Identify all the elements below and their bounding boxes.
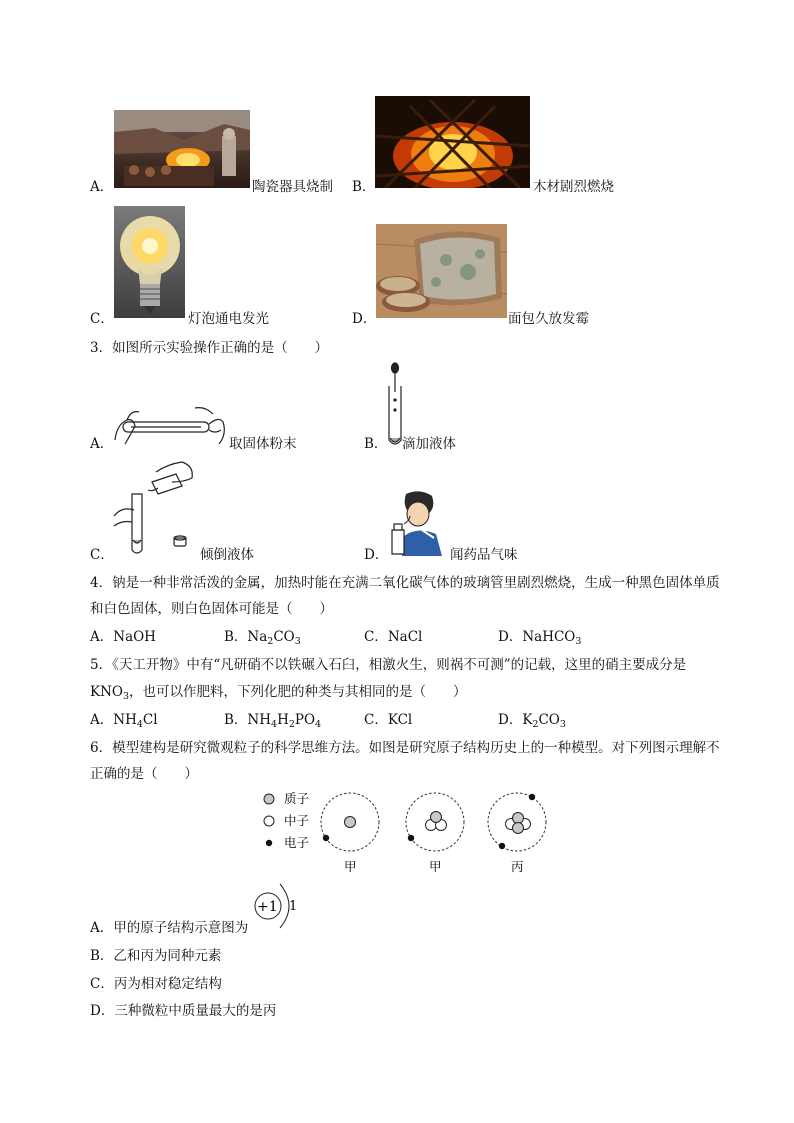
q3-option-a-caption: 取固体粉末 xyxy=(229,436,297,452)
proton-legend-label: 质子 xyxy=(284,791,310,806)
q3-option-a-letter: A． xyxy=(90,436,114,452)
q4-stem-line2: 和白色固体，则白色固体可能是（ ） xyxy=(90,601,333,617)
q4-option-b: B．$Na_2CO_3$ xyxy=(224,629,301,647)
nucleus-charge-label: +1 xyxy=(257,899,278,915)
q5-stem-line1: 5．《天工开物》中有“凡研硝不以铁碾入石臼，相激火生，则祸不可测”的记载，这里的硝主要成分是 xyxy=(90,657,687,673)
q6-stem-line1: 6．模型建构是研究微观粒子的科学思维方法。如图是研究原子结构历史上的一种模型。对下列图示理解不 xyxy=(90,740,720,756)
q4-option-c: C．NaCl xyxy=(364,629,423,645)
proton-legend-icon xyxy=(264,794,274,804)
q5-option-a: A．$NH_4Cl$ xyxy=(90,712,158,730)
electron-legend-label: 电子 xyxy=(284,835,310,850)
electron-legend-icon xyxy=(266,840,272,846)
q5-option-b: B．$NH_4H_2PO_4$ xyxy=(224,712,322,730)
q4-option-a: A．NaOH xyxy=(90,629,156,645)
q2-option-c-letter: C． xyxy=(90,311,114,327)
q3-option-b-caption: 滴加液体 xyxy=(402,436,456,452)
ceramic-kiln-photo xyxy=(114,110,250,188)
dropper-test-tube-illustration xyxy=(387,362,403,448)
q6-option-b: B．乙和丙为同种元素 xyxy=(90,948,222,964)
atom-model-3-label: 丙 xyxy=(511,859,524,874)
q3-option-d-caption: 闻药品气味 xyxy=(450,547,518,563)
q4-option-d: D．NaHCO$_3$ xyxy=(498,629,582,647)
q2-option-a-letter: A． xyxy=(90,179,114,195)
q4-stem-line1: 4．钠是一种非常活泼的金属，加热时能在充满二氧化碳气体的玻璃管里剧烈燃烧，生成一种黑色固体单质 xyxy=(90,575,720,591)
atom-model-1-label: 甲 xyxy=(344,859,357,874)
pouring-liquid-illustration xyxy=(112,460,196,556)
q2-option-a-caption: 陶瓷器具烧制 xyxy=(252,179,333,195)
moldy-bread-photo xyxy=(376,224,507,318)
q2-option-b-letter: B． xyxy=(352,179,376,195)
powder-sampling-illustration xyxy=(113,400,229,446)
atom-model-1 xyxy=(318,790,384,880)
neutron-legend-icon xyxy=(264,816,274,826)
q3-option-c-caption: 倾倒液体 xyxy=(200,547,254,563)
q5-stem-line2: $KNO_3$，也可以作肥料，下列化肥的种类与其相同的是（ ） xyxy=(90,684,467,702)
q2-option-d-letter: D． xyxy=(352,311,377,327)
q3-option-c-letter: C． xyxy=(90,547,114,563)
q2-option-c-caption: 灯泡通电发光 xyxy=(188,311,269,327)
q2-option-d-caption: 面包久放发霉 xyxy=(508,311,589,327)
burning-wood-photo xyxy=(375,96,530,188)
atom-model-3 xyxy=(485,790,551,880)
q6-stem-line2: 正确的是（ ） xyxy=(90,766,198,782)
atom-model-2-label: 甲 xyxy=(429,859,442,874)
q6-option-d: D．三种微粒中质量最大的是丙 xyxy=(90,1003,277,1019)
atomic-structure-diagram xyxy=(252,880,302,930)
q3-option-d-letter: D． xyxy=(364,547,389,563)
atom-model-2 xyxy=(403,790,469,880)
q5-option-d: D．$K_2CO_3$ xyxy=(498,712,566,730)
smelling-chemical-illustration xyxy=(388,490,448,556)
neutron-legend-label: 中子 xyxy=(284,813,310,828)
particle-legend xyxy=(262,790,322,854)
q3-stem: 3．如图所示实验操作正确的是（ ） xyxy=(90,340,329,356)
q5-option-c: C．KCl xyxy=(364,712,413,728)
light-bulb-photo xyxy=(114,206,185,318)
q6-option-a: A．甲的原子结构示意图为 xyxy=(90,920,249,936)
q3-option-b-letter: B． xyxy=(364,436,388,452)
shell-electron-count-label: 1 xyxy=(289,899,298,914)
q2-option-b-caption: 木材剧烈燃烧 xyxy=(533,179,614,195)
q6-option-c: C．丙为相对稳定结构 xyxy=(90,976,222,992)
